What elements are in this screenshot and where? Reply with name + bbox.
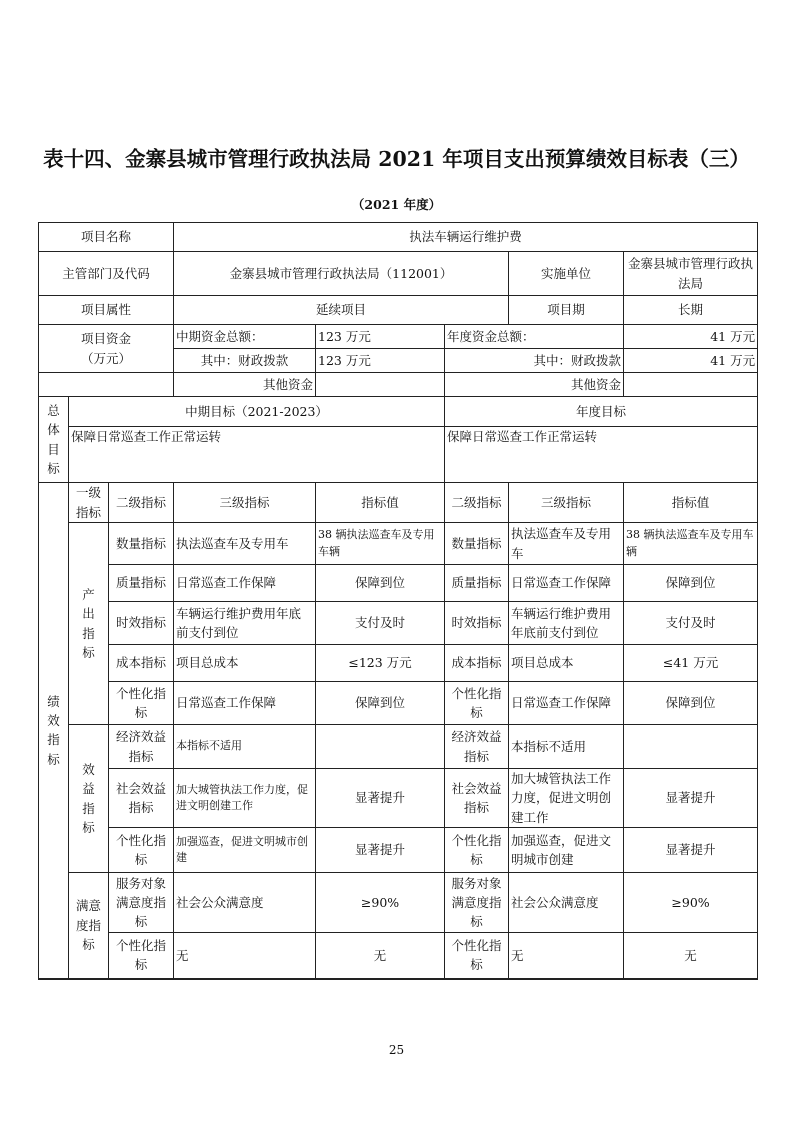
annual-other-value	[624, 373, 758, 397]
impl-unit-label: 实施单位	[509, 252, 624, 296]
performance-target-table	[38, 222, 758, 980]
table-row	[39, 682, 758, 725]
value-cell: ≤123 万元	[316, 645, 445, 682]
table-row	[39, 725, 758, 769]
annual-total-label: 年度资金总额：	[445, 325, 624, 349]
level3-cell: 项目总成本	[174, 645, 316, 682]
value-cell: 38 辆执法巡查车及专用车辆	[316, 523, 445, 565]
level3-cell: 本指标不适用	[174, 725, 316, 769]
value-cell: 无	[316, 933, 445, 979]
annual-level3-cell: 社会公众满意度	[509, 873, 624, 933]
level2-cell: 社会效益指标	[109, 769, 174, 828]
annual-value-cell	[624, 725, 758, 769]
period-value: 长期	[624, 296, 758, 325]
level2-cell: 质量指标	[109, 565, 174, 602]
value-cell: 显著提升	[316, 828, 445, 873]
annual-fiscal-value: 41 万元	[624, 349, 758, 373]
annual-level3-cell: 项目总成本	[509, 645, 624, 682]
col-value-header-annual: 指标值	[624, 483, 758, 523]
annual-level2-cell: 个性化指标	[445, 682, 509, 725]
satisfaction-indicator-label: 满意度指标	[69, 873, 109, 979]
annual-value-cell: 保障到位	[624, 565, 758, 602]
benefit-indicator-label: 效 益 指 标	[69, 725, 109, 873]
level2-cell: 个性化指标	[109, 682, 174, 725]
period-label: 项目期	[509, 296, 624, 325]
funds-blank-cell	[39, 373, 174, 397]
annual-level3-cell: 无	[509, 933, 624, 979]
row-funds-total	[39, 325, 758, 349]
performance-indicator-label: 绩 效 指 标	[39, 483, 69, 979]
page-title: 表十四、金寨县城市管理行政执法局 2021 年项目支出预算绩效目标表（三）	[43, 147, 750, 171]
annual-value-cell: 38 辆执法巡查车及专用车辆	[624, 523, 758, 565]
department-value: 金寨县城市管理行政执法局（112001）	[174, 252, 509, 296]
annual-level2-cell: 个性化指标	[445, 828, 509, 873]
page-number: 25	[388, 1043, 405, 1057]
annual-value-cell: ≥90%	[624, 873, 758, 933]
table-row	[39, 873, 758, 933]
mid-term-target-header: 中期目标（2021-2023）	[69, 397, 445, 427]
level3-cell: 日常巡查工作保障	[174, 565, 316, 602]
annual-value-cell: 显著提升	[624, 828, 758, 873]
level2-cell: 个性化指标	[109, 933, 174, 979]
department-label: 主管部门及代码	[39, 252, 174, 296]
annual-other-label: 其他资金	[445, 373, 624, 397]
table-row	[39, 565, 758, 602]
level2-cell: 时效指标	[109, 602, 174, 645]
funds-unit: （万元）	[81, 350, 132, 366]
impl-unit-value: 金寨县城市管理行政执法局	[624, 252, 758, 296]
table-row	[39, 933, 758, 979]
value-cell: ≥90%	[316, 873, 445, 933]
level2-cell: 经济效益指标	[109, 725, 174, 769]
table-row	[39, 523, 758, 565]
attribute-value: 延续项目	[174, 296, 509, 325]
row-project-name	[39, 223, 758, 252]
overall-target-label: 总 体 目 标	[39, 397, 69, 483]
level3-cell: 加大城管执法工作力度，促进文明创建工作	[174, 769, 316, 828]
annual-level3-cell: 加强巡查，促进文明城市创建	[509, 828, 624, 873]
annual-total-value: 41 万元	[624, 325, 758, 349]
col-level2-header-annual: 二级指标	[445, 483, 509, 523]
level3-cell: 社会公众满意度	[174, 873, 316, 933]
row-department	[39, 252, 758, 296]
annual-level3-cell: 日常巡查工作保障	[509, 565, 624, 602]
output-indicator-label: 产 出 指 标	[69, 523, 109, 725]
annual-value-cell: 无	[624, 933, 758, 979]
annual-level2-cell: 成本指标	[445, 645, 509, 682]
value-cell	[316, 725, 445, 769]
level3-cell: 加强巡查，促进文明城市创建	[174, 828, 316, 873]
table-row	[39, 645, 758, 682]
annual-level2-cell: 数量指标	[445, 523, 509, 565]
row-overall-text	[39, 427, 758, 483]
table-row	[39, 828, 758, 873]
value-cell: 保障到位	[316, 565, 445, 602]
annual-target-header: 年度目标	[445, 397, 758, 427]
annual-level2-cell: 个性化指标	[445, 933, 509, 979]
level2-cell: 数量指标	[109, 523, 174, 565]
mid-total-value: 123 万元	[316, 325, 445, 349]
annual-level2-cell: 质量指标	[445, 565, 509, 602]
value-cell: 显著提升	[316, 769, 445, 828]
row-overall-header	[39, 397, 758, 427]
col-level1-header: 一级指标	[69, 483, 109, 523]
annual-value-cell: 显著提升	[624, 769, 758, 828]
annual-level2-cell: 经济效益指标	[445, 725, 509, 769]
level2-cell: 服务对象满意度指标	[109, 873, 174, 933]
annual-level3-cell: 本指标不适用	[509, 725, 624, 769]
mid-total-label: 中期资金总额：	[174, 325, 316, 349]
annual-level2-cell: 时效指标	[445, 602, 509, 645]
annual-value-cell: ≤41 万元	[624, 645, 758, 682]
annual-level2-cell: 服务对象满意度指标	[445, 873, 509, 933]
value-cell: 支付及时	[316, 602, 445, 645]
col-level3-header-annual: 三级指标	[509, 483, 624, 523]
level3-cell: 车辆运行维护费用年底前支付到位	[174, 602, 316, 645]
annual-level2-cell: 社会效益指标	[445, 769, 509, 828]
annual-level3-cell: 日常巡查工作保障	[509, 682, 624, 725]
annual-level3-cell: 车辆运行维护费用年底前支付到位	[509, 602, 624, 645]
mid-term-target-text: 保障日常巡查工作正常运转	[69, 427, 445, 483]
level3-cell: 日常巡查工作保障	[174, 682, 316, 725]
annual-level3-cell: 执法巡查车及专用车	[509, 523, 624, 565]
table-row	[39, 602, 758, 645]
annual-target-text: 保障日常巡查工作正常运转	[445, 427, 758, 483]
project-name-label: 项目名称	[39, 223, 174, 252]
mid-fiscal-value: 123 万元	[316, 349, 445, 373]
row-funds-other	[39, 373, 758, 397]
col-level2-header: 二级指标	[109, 483, 174, 523]
row-perf-header	[39, 483, 758, 523]
mid-other-value	[316, 373, 445, 397]
table-row	[39, 769, 758, 828]
row-attribute	[39, 296, 758, 325]
col-level3-header: 三级指标	[174, 483, 316, 523]
value-cell: 保障到位	[316, 682, 445, 725]
annual-value-cell: 支付及时	[624, 602, 758, 645]
mid-other-label: 其他资金	[174, 373, 316, 397]
level3-cell: 执法巡查车及专用车	[174, 523, 316, 565]
funds-label: 项目资金	[81, 331, 132, 347]
col-value-header: 指标值	[316, 483, 445, 523]
level3-cell: 无	[174, 933, 316, 979]
mid-fiscal-label: 其中：财政拨款	[174, 349, 316, 373]
annual-level3-cell: 加大城管执法工作力度，促进文明创建工作	[509, 769, 624, 828]
level2-cell: 成本指标	[109, 645, 174, 682]
fiscal-year-subtitle: （2021 年度）	[351, 197, 442, 212]
attribute-label: 项目属性	[39, 296, 174, 325]
annual-value-cell: 保障到位	[624, 682, 758, 725]
funds-label-cell	[39, 325, 174, 373]
project-name-value: 执法车辆运行维护费	[174, 223, 758, 252]
level2-cell: 个性化指标	[109, 828, 174, 873]
annual-fiscal-label: 其中：财政拨款	[445, 349, 624, 373]
